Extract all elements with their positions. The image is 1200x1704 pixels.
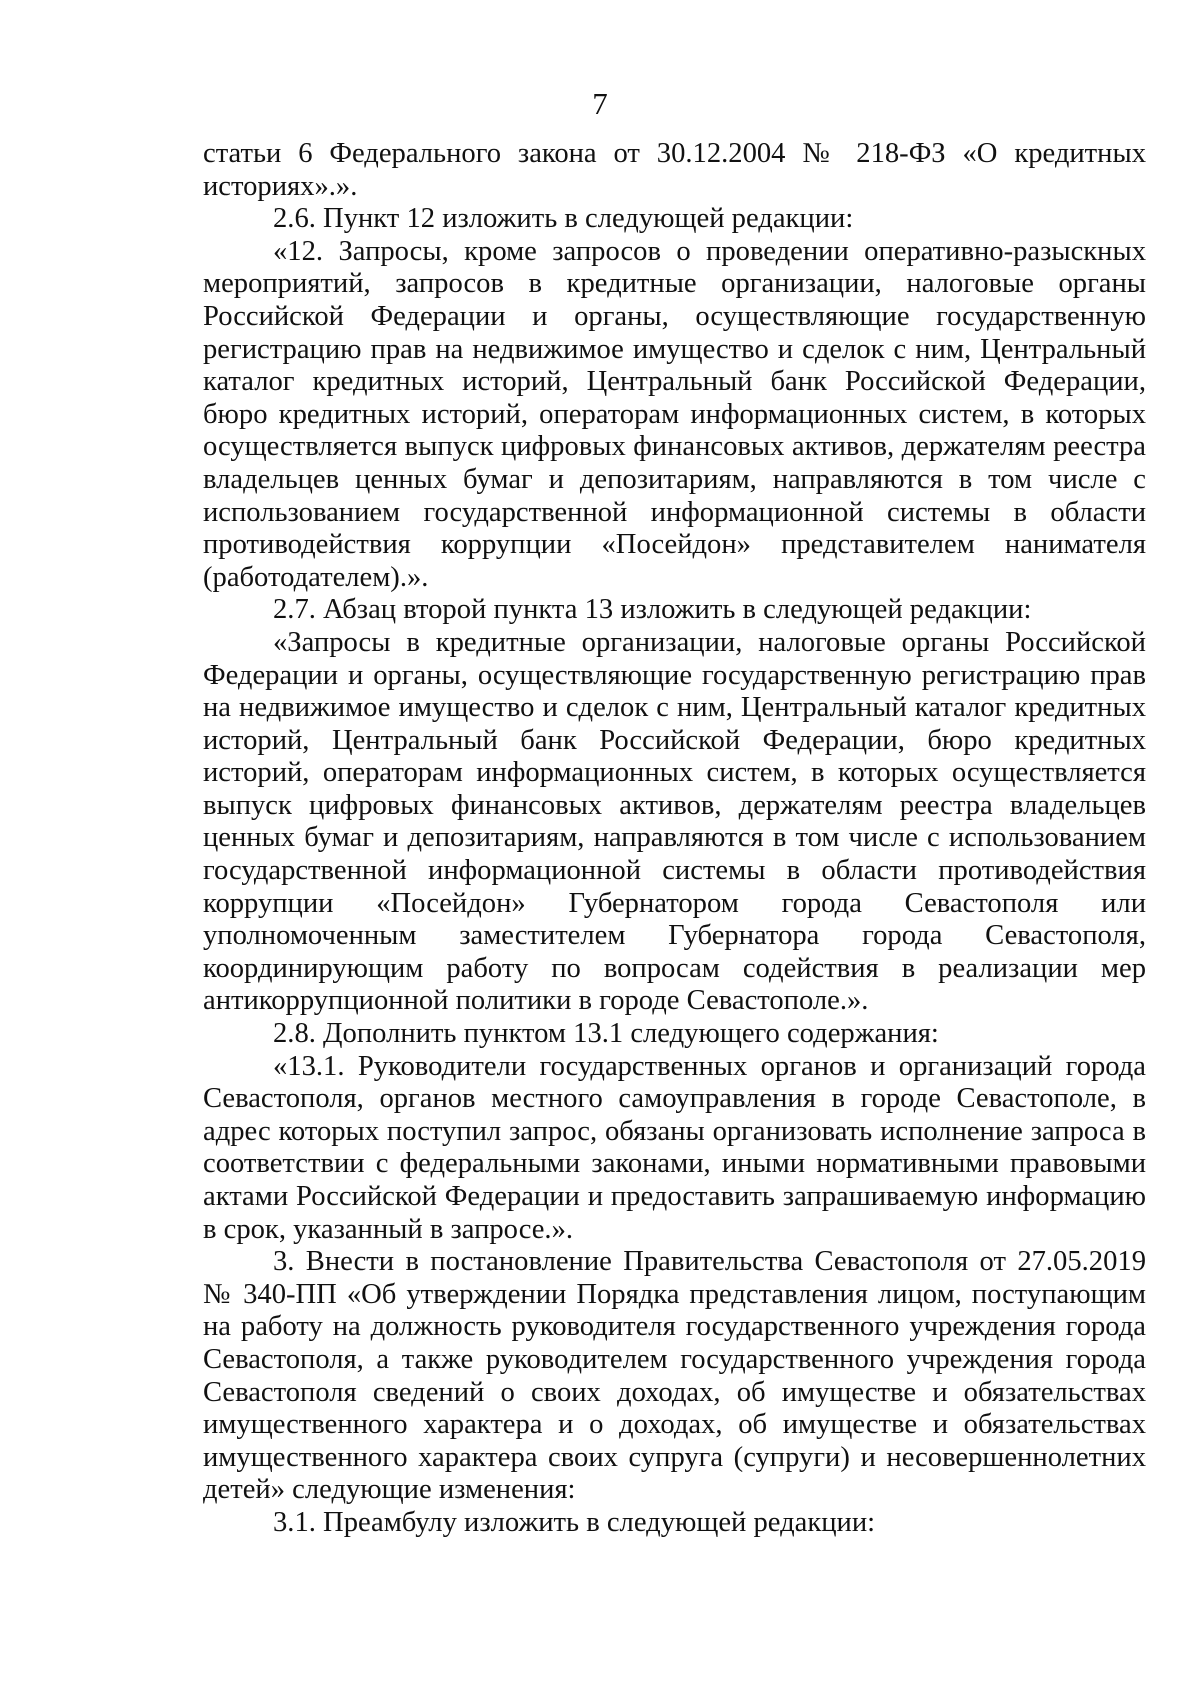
paragraph-item-2-6: 2.6. Пункт 12 изложить в следующей редакции: [273, 203, 854, 235]
page-number: 7 [592, 86, 608, 121]
document-body [203, 138, 1146, 1540]
paragraph-quote-13-1: «13.1. Руководители государственных органов и организаций города Севастополя, органов местного самоуправления в городе Севастополе, в адрес которых поступил запрос, обязаны организовать исполнение запроса в соответствии с федеральными законами, иными нормативными правовыми актами Российской Федерации и предоставить запрашиваемую информацию в срок, указанный в запросе.». [203, 1050, 1146, 1245]
paragraph-quote-requests: «Запросы в кредитные организации, налоговые органы Российской Федерации и органы, осуществляющие государственную регистрацию прав на недвижимое имущество и сделок с ним, Центральный каталог кредитных историй, Центральный банк Российской Федерации, бюро кредитных историй, операторам информационных систем, в которых осуществляется выпуск цифровых финансовых активов, держателям реестра владельцев ценных бумаг и депозитариям, направляются в том числе с использованием государственной информационной системы в области противодействия коррупции «Посейдон» Губернатором города Севастополя или уполномоченным заместителем Губернатора города Севастополя, координирующим работу по вопросам содействия в реализации мер антикоррупционной политики в городе Севастополе.». [203, 626, 1146, 1017]
paragraph-item-2-7: 2.7. Абзац второй пункта 13 изложить в следующей редакции: [273, 594, 1032, 626]
paragraph-item-3-1: 3.1. Преамбулу изложить в следующей редакции: [273, 1506, 876, 1538]
paragraph-item-3: 3. Внести в постановление Правительства Севастополя от 27.05.2019 № 340-ПП «Об утверждении Порядка представления лицом, поступающим на работу на должность руководителя государственного учреждения города Севастополя, а также руководителем государственного учреждения города Севастополя сведений о своих доходах, об имуществе и обязательствах имущественного характера и о доходах, об имуществе и обязательствах имущественного характера своих супруга (супруги) и несовершеннолетних детей» следующие изменения: [203, 1246, 1146, 1506]
paragraph-continuation: статьи 6 Федерального закона от 30.12.2004 № 218-ФЗ «О кредитных историях».». [203, 138, 1146, 202]
paragraph-item-2-8: 2.8. Дополнить пунктом 13.1 следующего содержания: [273, 1018, 939, 1050]
paragraph-quote-12: «12. Запросы, кроме запросов о проведении оперативно-разыскных мероприятий, запросов в кредитные организации, налоговые органы Российской Федерации и органы, осуществляющие государственную регистрацию прав на недвижимое имущество и сделок с ним, Центральный каталог кредитных историй, Центральный банк Российской Федерации, бюро кредитных историй, операторам информационных систем, в которых осуществляется выпуск цифровых финансовых активов, держателям реестра владельцев ценных бумаг и депозитариям, направляются в том числе с использованием государственной информационной системы в области противодействия коррупции «Посейдон» представителем нанимателя (работодателем).». [203, 235, 1146, 593]
